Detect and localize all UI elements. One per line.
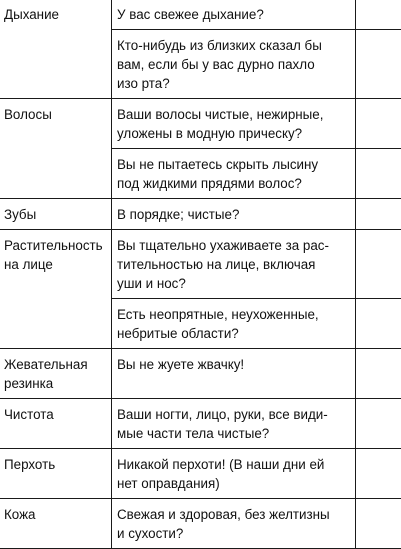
- table-row: [0, 230, 401, 299]
- question-text-line: мые части тела чистые?: [117, 426, 270, 441]
- answer-cell: [356, 499, 401, 549]
- table-row: [0, 499, 401, 549]
- topic-label-line: Волосы: [4, 107, 52, 122]
- table-row: [0, 399, 401, 449]
- question-text-line: изо рта?: [117, 76, 170, 91]
- answer-cell: [356, 199, 401, 230]
- table-row: [0, 199, 401, 230]
- topic-label-line: Жевательная: [4, 357, 88, 372]
- table-row: [0, 0, 401, 30]
- question-text-line: вам, если бы у вас дурно пахло: [117, 57, 315, 72]
- topic-cell: [0, 99, 112, 199]
- answer-cell: [356, 0, 401, 30]
- question-text-line: Вы не жуете жвачку!: [117, 357, 245, 372]
- question-cell: [112, 349, 356, 399]
- question-text-line: небритые области?: [117, 326, 239, 341]
- question-cell: [112, 399, 356, 449]
- topic-cell: [0, 0, 112, 99]
- answer-cell: [356, 349, 401, 399]
- question-cell: [112, 149, 356, 199]
- table-row: [0, 349, 401, 399]
- topic-label-line: на лице: [4, 257, 53, 272]
- question-text-line: тительностью на лице, включая: [117, 257, 316, 272]
- question-text-line: уложены в модную прическу?: [117, 126, 303, 141]
- table-row: [0, 99, 401, 149]
- question-text-line: и сухости?: [117, 526, 184, 541]
- topic-label-line: Чистота: [4, 407, 54, 422]
- topic-label-line: Дыхание: [4, 7, 60, 22]
- answer-cell: [356, 449, 401, 499]
- question-text-line: Ваши ногти, лицо, руки, все види-: [117, 407, 328, 422]
- question-text-line: Ваши волосы чистые, нежирные,: [117, 107, 324, 122]
- topic-cell: [0, 349, 112, 399]
- question-cell: [112, 230, 356, 299]
- table-row: [0, 449, 401, 499]
- answer-cell: [356, 299, 401, 349]
- question-text-line: Вы тщательно ухаживаете за рас-: [117, 238, 329, 253]
- answer-cell: [356, 99, 401, 149]
- question-cell: [112, 30, 356, 99]
- question-cell: [112, 199, 356, 230]
- answer-cell: [356, 399, 401, 449]
- topic-label-line: резинка: [4, 376, 54, 391]
- question-text-line: Свежая и здоровая, без желтизны: [117, 507, 330, 522]
- question-text-line: В порядке; чистые?: [117, 207, 240, 222]
- question-text-line: Кто-нибудь из близких сказал бы: [117, 38, 322, 53]
- topic-label-line: Растительность: [4, 238, 103, 253]
- question-text-line: У вас свежее дыхание?: [117, 7, 264, 22]
- answer-cell: [356, 230, 401, 299]
- topic-label-line: Зубы: [4, 207, 37, 222]
- topic-label-line: Перхоть: [4, 457, 56, 472]
- question-text-line: Есть неопрятные, неухоженные,: [117, 307, 319, 322]
- question-cell: [112, 99, 356, 149]
- topic-label-line: Кожа: [4, 507, 36, 522]
- question-cell: [112, 449, 356, 499]
- question-cell: [112, 499, 356, 549]
- question-text-line: под жидкими прядями волос?: [117, 176, 302, 191]
- question-text-line: нет оправдания): [117, 476, 220, 491]
- topic-cell: [0, 199, 112, 230]
- topic-cell: [0, 499, 112, 549]
- question-text-line: Вы не пытаетесь скрыть лысину: [117, 157, 319, 172]
- answer-cell: [356, 30, 401, 99]
- topic-cell: [0, 449, 112, 499]
- question-cell: [112, 299, 356, 349]
- answer-cell: [356, 149, 401, 199]
- question-text-line: уши и нос?: [117, 276, 186, 291]
- topic-cell: [0, 230, 112, 349]
- question-text-line: Никакой перхоти! (В наши дни ей: [117, 457, 325, 472]
- topic-cell: [0, 399, 112, 449]
- question-cell: [112, 0, 356, 30]
